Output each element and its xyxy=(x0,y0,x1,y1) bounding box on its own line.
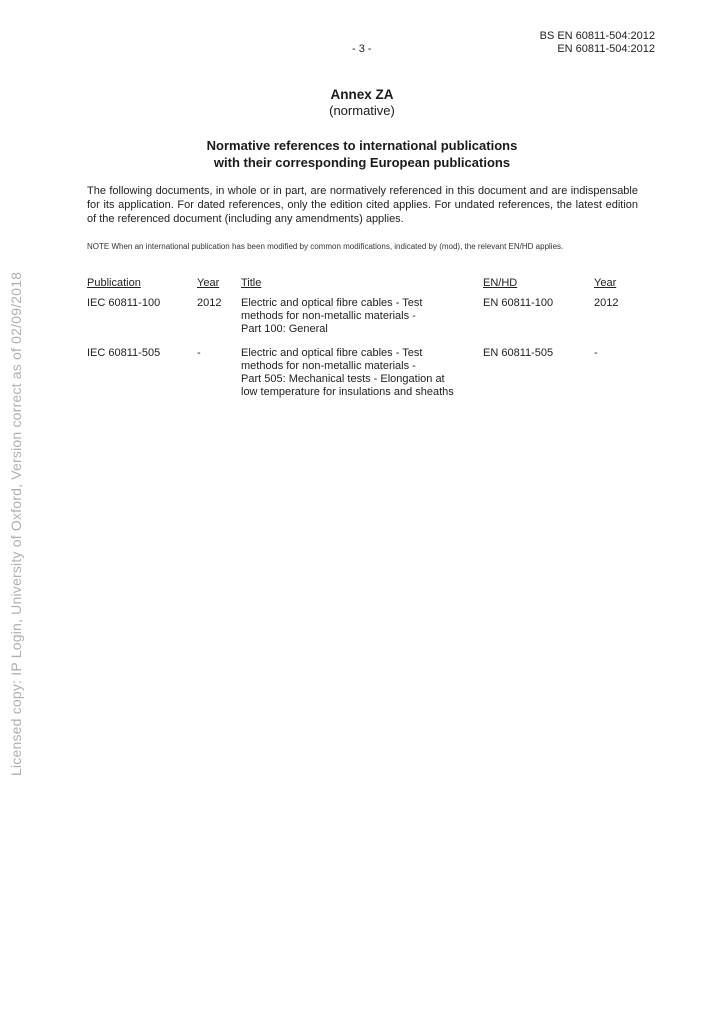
section-title xyxy=(0,137,724,171)
intro-paragraph: The following documents, in whole or in part, are normatively referenced in this document and are indispensable for its application. For dated references, only the edition cited applies. For undated references, the latest edition of the referenced document (including any amendments) applies. xyxy=(87,185,638,225)
section-title-line-1: Normative references to international publications xyxy=(206,138,518,153)
row-en-hd: EN 60811-100 xyxy=(483,297,554,309)
row-title xyxy=(241,347,485,399)
row-title-line: low temperature for insulations and sheaths xyxy=(241,386,454,398)
annex-heading xyxy=(0,87,724,119)
bs-standard-number: BS EN 60811-504:2012 xyxy=(539,30,655,42)
row-title-line: Electric and optical fibre cables - Test xyxy=(241,347,423,359)
row-year-2: 2012 xyxy=(594,297,619,309)
row-year-2: - xyxy=(594,347,598,359)
row-title-line: methods for non-metallic materials - xyxy=(241,310,416,322)
annex-subtitle: (normative) xyxy=(329,103,395,118)
en-standard-number: EN 60811-504:2012 xyxy=(557,43,655,55)
header-publication: Publication xyxy=(87,277,141,289)
row-title-line: Part 505: Mechanical tests - Elongation at xyxy=(241,373,445,385)
row-publication: IEC 60811-100 xyxy=(87,297,161,309)
section-title-line-2: with their corresponding European publications xyxy=(213,155,511,170)
header-title: Title xyxy=(241,277,262,289)
row-year: - xyxy=(197,347,201,359)
row-title-line: methods for non-metallic materials - xyxy=(241,360,416,372)
annex-title: Annex ZA xyxy=(330,87,394,102)
header-year-2: Year xyxy=(594,277,617,289)
table-header-row xyxy=(87,277,638,297)
row-en-hd: EN 60811-505 xyxy=(483,347,554,359)
references-table xyxy=(87,277,638,407)
page-number: - 3 - xyxy=(352,43,372,55)
row-year: 2012 xyxy=(197,297,222,309)
table-row xyxy=(87,297,638,347)
header-year: Year xyxy=(197,277,220,289)
document-identifier xyxy=(540,30,655,56)
license-watermark: Licensed copy: IP Login, University of Oxford, Version correct as of 02/09/2018 xyxy=(8,271,24,776)
row-title xyxy=(241,297,485,336)
table-row xyxy=(87,347,638,407)
header-en-hd: EN/HD xyxy=(483,277,518,289)
row-title-line: Part 100: General xyxy=(241,323,328,335)
row-title-line: Electric and optical fibre cables - Test xyxy=(241,297,423,309)
note-paragraph: NOTE When an international publication has been modified by common modifications, indicated by (mod), the relevant EN/HD applies. xyxy=(87,242,564,251)
row-publication: IEC 60811-505 xyxy=(87,347,161,359)
